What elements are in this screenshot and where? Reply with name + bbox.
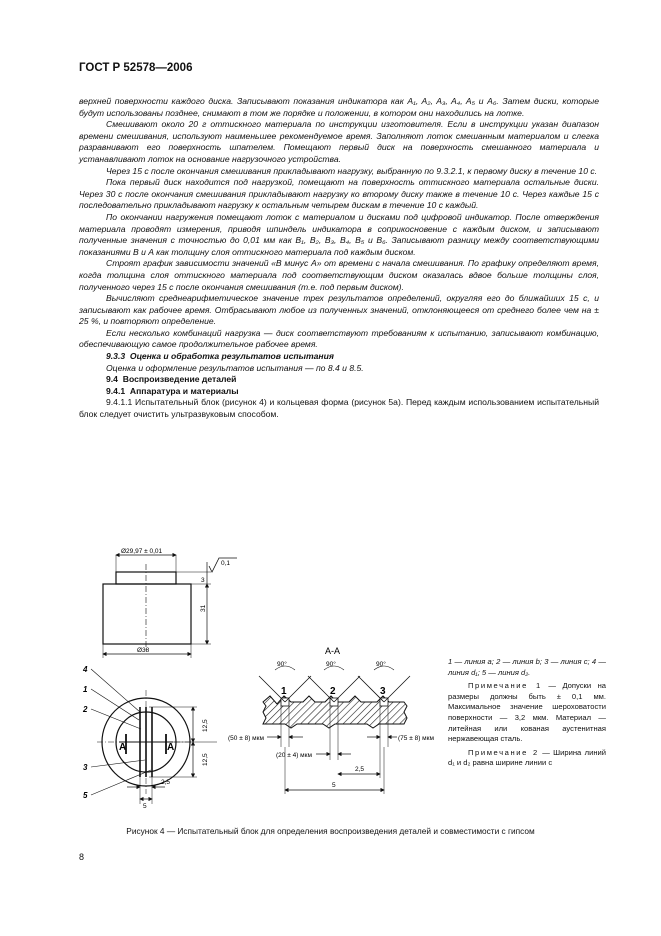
section-title: Воспроизведение деталей bbox=[122, 374, 237, 385]
leader-3: 3 bbox=[83, 763, 88, 772]
section-mark-left: А bbox=[119, 742, 127, 753]
paragraph: Строят график зависимости значений «B минус A» от времени с начала смешивания. По графику определяют время, когда толщина слоя оттискного материала под соответствующим диском оказалась вдвое больше толщины слоя, полученного через 15 с после окончания смешивания (т.е. под первым диском). bbox=[79, 258, 599, 292]
dim-5-left: 5 bbox=[143, 803, 147, 810]
paragraph: Смешивают около 20 г оттискного материала по инструкции изготовителя. Если в инструкции указан диапазон времени смешивания, используют наименьшее рекомендуемое время. Заполняют лоток смешанным материалом и слегка разравнивают его поверхность шпателем. Помещают первый диск на поверхность смешанного материала и устанавливают лоток на основание нагрузочного устройства. bbox=[79, 119, 599, 164]
paragraph: Через 15 с после окончания смешивания прикладывают нагрузку, выбранную по 9.3.2.1, к первому диску в течение 10 с. bbox=[106, 165, 598, 176]
section-view bbox=[259, 666, 410, 728]
section-title: А-А bbox=[325, 646, 341, 656]
note-2-label: Примечание 2 bbox=[468, 747, 539, 757]
body-text bbox=[79, 96, 599, 421]
dim-12-5-lower: 12,5 bbox=[202, 753, 209, 766]
dim-12-5-upper: 12,5 bbox=[202, 719, 209, 732]
dim-2-5-left: 2,5 bbox=[161, 779, 171, 786]
angle-label-3: 90° bbox=[376, 661, 386, 668]
paragraph: Если несколько комбинаций нагрузка — диск соответствуют требованиям к испытанию, записывают комбинацию, обеспечивающую самое продолжительное рабочее время. bbox=[79, 327, 599, 350]
legend-lines: 1 — линия a; 2 — линия b; 3 — линия c; 4 — линия d₁; 5 — линия d₂. bbox=[448, 657, 606, 677]
note-2-text: — Ширина линий d₁ и d₂ равна ширине линии c bbox=[448, 747, 606, 768]
section-mark-right: А bbox=[167, 742, 175, 753]
dim-3-label: 3 bbox=[201, 577, 205, 584]
leader-1: 1 bbox=[83, 685, 88, 694]
section-heading-933 bbox=[106, 351, 599, 363]
section-title: Оценка и обработка результатов испытания bbox=[129, 351, 334, 362]
roughness-label: 0,1 bbox=[221, 560, 231, 567]
figure-caption: Рисунок 4 — Испытательный блок для определения воспроизведения деталей и совместимости с гипсом bbox=[126, 826, 535, 836]
dim-width-1: (50 ± 8) мкм bbox=[228, 735, 264, 742]
paragraph: верхней поверхности каждого диска. Записывают показания индикатора как A₁, A₂, A₃, A₄, A₅ и A₆. Затем диски, которые будут использованы позднее, снимают в том же порядке и положении, в котором они находились на лотке. bbox=[79, 96, 599, 118]
dim-width-2: (20 ± 4) мкм bbox=[276, 752, 312, 759]
section-number: 9.3.3 bbox=[106, 351, 126, 362]
leader-5: 5 bbox=[83, 791, 88, 800]
dim-38-label: Ø38 bbox=[137, 647, 150, 654]
document-header: ГОСТ Р 52578—2006 bbox=[79, 62, 193, 74]
paragraph: Оценка и оформление результатов испытания — по 8.4 и 8.5. bbox=[106, 362, 364, 373]
paragraph: По окончании нагружения помещают лоток с материалом и дисками под цифровой индикатор. После отверждения материала проводят измерения, приводя шпиндель индикатора в соприкосновение с каждым диском, и записывают полученные значения с точностью до 0,01 мм как B₁, B₂, B₃, B₄, B₅ и B₆. Записывают разницу между соответствующими показаниями B и A как толщину слоя оттискного материала под каждым диском. bbox=[79, 211, 599, 257]
line-number-2: 2 bbox=[330, 686, 336, 697]
dim-top-label: Ø29,97 ± 0,01 bbox=[121, 548, 163, 555]
section-title: Аппаратура и материалы bbox=[129, 385, 239, 396]
section-heading-941 bbox=[106, 386, 599, 398]
leader-4: 4 bbox=[83, 665, 88, 674]
section-number: 9.4 bbox=[106, 374, 118, 385]
note-2 bbox=[448, 748, 606, 769]
paragraph: 9.4.1.1 Испытательный блок (рисунок 4) и кольцевая форма (рисунок 5а). Перед каждым использованием испытательный блок следует очистить ультразвуковым способом. bbox=[79, 397, 599, 420]
line-number-1: 1 bbox=[281, 686, 287, 697]
block-side-view bbox=[103, 564, 191, 652]
note-1-label: Примечание 1 bbox=[468, 681, 542, 691]
note-1-text: — Допуски на размеры должны быть ± 0,1 мм. Максимальное значение шероховатости поверхности — 3,2 мкм. Материал — литейная или кованая аустенитная нержавеющая сталь. bbox=[448, 681, 606, 744]
section-number: 9.4.1 bbox=[106, 385, 126, 396]
dim-5-section: 5 bbox=[332, 782, 336, 789]
paragraph: Вычисляют среднеарифметическое значение трех результатов определений, округляя его до ближайших 15 с, и записывают как рабочее время. Отбрасывают любое из полученных значений, отклоняющееся от среднего более чем на ± 25 %, и повторяют определение. bbox=[79, 293, 599, 327]
dim-2-5-section: 2,5 bbox=[355, 766, 365, 773]
section-heading-94 bbox=[106, 374, 599, 386]
leader-2: 2 bbox=[83, 705, 88, 714]
page-number: 8 bbox=[79, 852, 85, 862]
angle-label-1: 90° bbox=[277, 661, 287, 668]
note-1 bbox=[448, 681, 606, 745]
angle-label-2: 90° bbox=[326, 661, 336, 668]
figure-legend bbox=[448, 657, 606, 772]
line-number-3: 3 bbox=[380, 686, 386, 697]
dim-31-label: 31 bbox=[200, 604, 207, 612]
dim-width-3: (75 ± 8) мкм bbox=[398, 735, 434, 742]
paragraph: Пока первый диск находится под нагрузкой, помещают на поверхность оттискного материала остальные диски. Через 30 с после окончания смешивания прикладывают нагрузку ко второму диску также в течение 10 с. Через каждые 15 с последовательно прикладывают нагрузку к остальным четырем дискам в течение 10 с каждый. bbox=[79, 177, 599, 211]
